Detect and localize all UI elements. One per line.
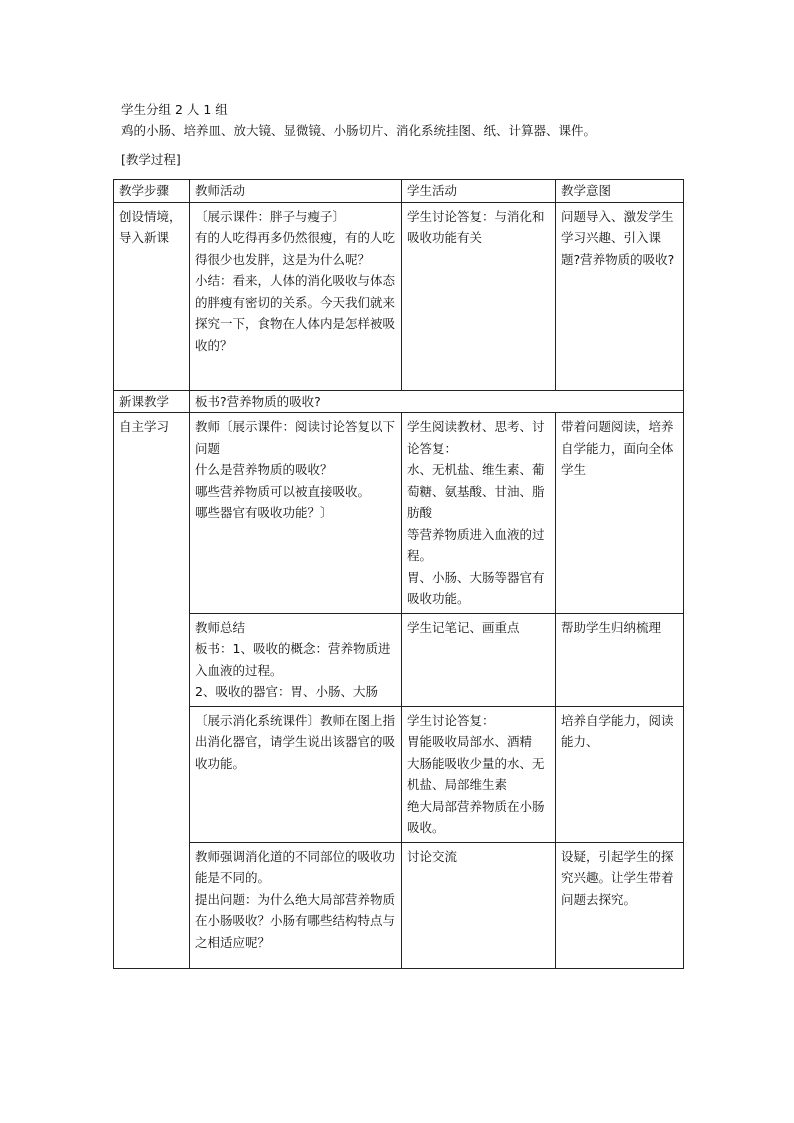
row1-teacher-line: 有的人吃得再多仍然很瘦，有的人吃得很少也发胖，这是为什么呢？ bbox=[195, 230, 396, 267]
table-row bbox=[114, 842, 684, 968]
row6-intent: 设疑，引起学生的探究兴趣。让学生带着问题去探究。 bbox=[556, 842, 684, 968]
materials-list: 鸡的小肠、培养皿、放大镜、显微镜、小肠切片、消化系统挂图、纸、计算器、课件。 bbox=[121, 123, 597, 138]
row3-student-line: 胃、小肠、大肠等器官有吸收功能。 bbox=[407, 569, 545, 606]
row4-student: 学生记笔记、画重点 bbox=[402, 613, 556, 706]
row1-step: 创设情境，导入新课 bbox=[114, 202, 190, 390]
row4-intent: 帮助学生归纳梳理 bbox=[556, 613, 684, 706]
header-intent: 教学意图 bbox=[556, 180, 684, 203]
row5-intent: 培养自学能力，阅读能力、 bbox=[556, 706, 684, 842]
row3-student-line: 水、无机盐、维生素、葡萄糖、氨基酸、甘油、脂肪酸 bbox=[407, 462, 545, 520]
row3-student-line: 学生阅读教材、思考、讨论答复： bbox=[407, 419, 545, 456]
row4-teacher-line: 教师总结 bbox=[195, 619, 246, 635]
row1-student: 学生讨论答复：与消化和吸收功能有关 bbox=[402, 202, 556, 390]
lesson-table bbox=[113, 179, 684, 969]
row3-intent: 带着问题阅读，培养自学能力，面向全体学生 bbox=[556, 413, 684, 614]
header-student: 学生活动 bbox=[402, 180, 556, 203]
row1-teacher-line: 〔展示课件：胖子与瘦子〕 bbox=[195, 208, 346, 224]
table-row bbox=[114, 413, 684, 614]
row3-teacher bbox=[190, 413, 402, 614]
row5-teacher: 〔展示消化系统课件〕教师在图上指出消化器官，请学生说出该器官的吸收功能。 bbox=[190, 706, 402, 842]
row3-student-line: 等营养物质进入血液的过程。 bbox=[407, 526, 545, 563]
row3-step: 自主学习 bbox=[114, 413, 190, 969]
row5-student-line: 大肠能吸收少量的水、无机盐、局部维生素 bbox=[407, 755, 545, 792]
row6-teacher-line: 提出问题：为什么绝大局部营养物质在小肠吸收？小肠有哪些结构特点与之相适应呢？ bbox=[195, 891, 396, 950]
row1-teacher bbox=[190, 202, 402, 390]
table-row bbox=[114, 706, 684, 842]
intro-block bbox=[121, 99, 596, 141]
row1-teacher-line: 小结：看来，人体的消化吸收与体态的胖瘦有密切的关系。今天我们就来探究一下，食物在人体内是怎样被吸收的？ bbox=[195, 273, 396, 353]
row6-teacher bbox=[190, 842, 402, 968]
row5-student-line: 胃能吸收局部水、酒精 bbox=[407, 734, 533, 749]
table-row bbox=[114, 390, 684, 413]
group-info: 学生分组 2 人 1 组 bbox=[121, 102, 228, 117]
row3-teacher-line: 什么是营养物质的吸收？ bbox=[195, 462, 333, 477]
row4-teacher-line: 板书：1、吸收的概念：营养物质进入血液的过程。 bbox=[195, 641, 391, 678]
table-row bbox=[114, 613, 684, 706]
row1-intent: 问题导入、激发学生学习兴趣、引入课题?营养物质的吸收? bbox=[556, 202, 684, 390]
row5-student bbox=[402, 706, 556, 842]
row6-teacher-line: 教师强调消化道的不同部位的吸收功能是不同的。 bbox=[195, 848, 396, 885]
header-teacher: 教师活动 bbox=[190, 180, 402, 203]
row4-teacher-line: 2、吸收的器官：胃、小肠、大肠 bbox=[195, 684, 378, 699]
row2-content: 板书?营养物质的吸收? bbox=[190, 390, 684, 413]
header-step: 教学步骤 bbox=[114, 180, 190, 203]
table-header-row bbox=[114, 180, 684, 203]
section-title: [教学过程] bbox=[121, 152, 181, 167]
row5-student-line: 学生讨论答复： bbox=[407, 712, 495, 728]
row3-student bbox=[402, 413, 556, 614]
row3-teacher-line: 哪些器官有吸收功能？〕 bbox=[195, 505, 333, 520]
row6-student: 讨论交流 bbox=[402, 842, 556, 968]
table-row bbox=[114, 202, 684, 390]
row4-teacher bbox=[190, 613, 402, 706]
row3-teacher-line: 哪些营养物质可以被直接吸收。 bbox=[195, 483, 371, 499]
row2-step: 新课教学 bbox=[114, 390, 190, 413]
row5-student-line: 绝大局部营养物质在小肠吸收。 bbox=[407, 798, 545, 835]
row3-teacher-line: 教师〔展示课件：阅读讨论答复以下问题 bbox=[195, 419, 396, 456]
